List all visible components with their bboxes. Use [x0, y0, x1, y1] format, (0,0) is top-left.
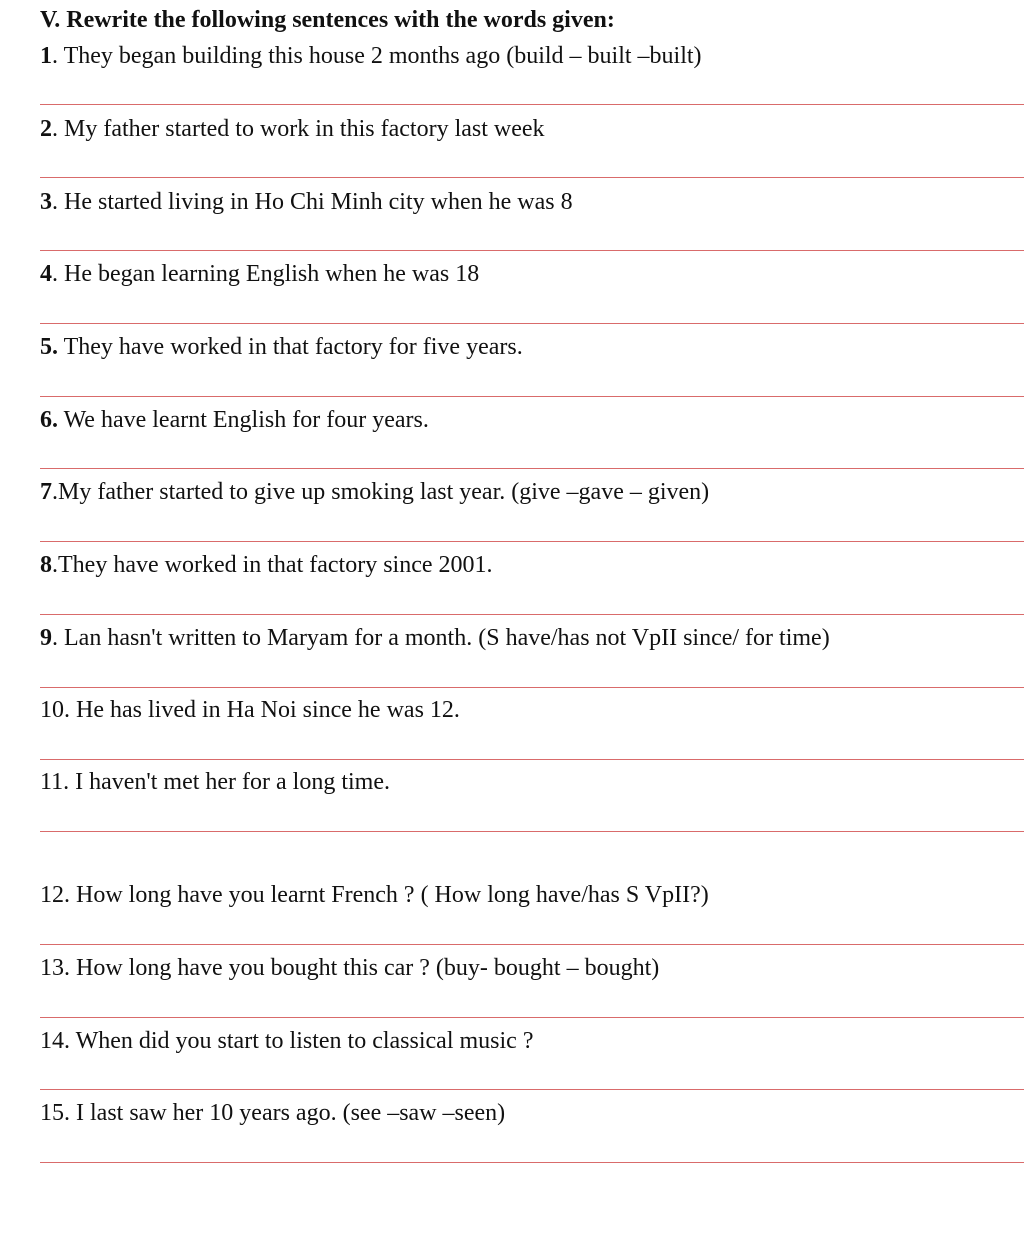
answer-line-14[interactable] [40, 1089, 1024, 1090]
exercise-item-9 [40, 622, 830, 654]
item-separator: . [64, 955, 76, 981]
answer-line-6[interactable] [40, 468, 1024, 469]
item-sentence: I last saw her 10 years ago. (see –saw –seen) [76, 1100, 506, 1126]
answer-line-9[interactable] [40, 687, 1024, 688]
item-sentence: How long have you learnt French ? ( How long have/has S VpII?) [76, 882, 709, 908]
answer-line-8[interactable] [40, 614, 1024, 615]
item-separator: . [52, 625, 64, 651]
item-number: 10 [40, 697, 64, 723]
exercise-item-3 [40, 186, 573, 218]
item-sentence: My father started to work in this factory last week [64, 116, 545, 142]
item-number: 14 [40, 1028, 64, 1054]
item-sentence: I haven't met her for a long time. [75, 769, 390, 795]
exercise-item-7 [40, 476, 709, 508]
item-separator: . [52, 479, 58, 505]
item-separator: . [52, 261, 64, 287]
item-sentence: He started living in Ho Chi Minh city when he was 8 [64, 189, 573, 215]
item-number: 6. [40, 407, 58, 433]
exercise-item-6 [40, 404, 429, 436]
item-number: 5. [40, 334, 58, 360]
item-separator: . [52, 189, 64, 215]
item-sentence: My father started to give up smoking last year. (give –gave – given) [58, 479, 710, 505]
item-number: 8 [40, 552, 52, 578]
item-sentence: He began learning English when he was 18 [64, 261, 480, 287]
item-sentence: Lan hasn't written to Maryam for a month. (S have/has not VpII since/ for time) [64, 625, 830, 651]
item-sentence: We have learnt English for four years. [63, 407, 429, 433]
answer-line-2[interactable] [40, 177, 1024, 178]
exercise-heading: V. Rewrite the following sentences with the words given: [40, 7, 615, 33]
answer-line-12[interactable] [40, 944, 1024, 945]
exercise-item-14 [40, 1025, 533, 1057]
exercise-item-2 [40, 113, 545, 145]
answer-line-1[interactable] [40, 104, 1024, 105]
exercise-item-12 [40, 879, 709, 911]
answer-line-15[interactable] [40, 1162, 1024, 1163]
item-number: 4 [40, 261, 52, 287]
answer-line-11[interactable] [40, 831, 1024, 832]
answer-line-4[interactable] [40, 323, 1024, 324]
answer-line-10[interactable] [40, 759, 1024, 760]
answer-line-5[interactable] [40, 396, 1024, 397]
item-separator: . [52, 552, 58, 578]
item-number: 1 [40, 43, 52, 69]
exercise-item-15 [40, 1097, 505, 1129]
exercise-item-10 [40, 694, 460, 726]
item-number: 2 [40, 116, 52, 142]
exercise-item-8 [40, 549, 493, 581]
item-sentence: They have worked in that factory since 2001. [58, 552, 493, 578]
item-separator: . [52, 116, 64, 142]
exercise-item-1 [40, 40, 702, 72]
item-number: 12 [40, 882, 64, 908]
answer-line-7[interactable] [40, 541, 1024, 542]
item-number: 11 [40, 769, 64, 795]
item-sentence: How long have you bought this car ? (buy- bought – bought) [76, 955, 660, 981]
item-separator: . [64, 1028, 76, 1054]
item-sentence: They began building this house 2 months ago (build – built –built) [63, 43, 702, 69]
item-separator: . [64, 882, 76, 908]
item-number: 15 [40, 1100, 64, 1126]
item-number: 7 [40, 479, 52, 505]
item-separator: . [64, 1100, 76, 1126]
answer-line-13[interactable] [40, 1017, 1024, 1018]
item-sentence: When did you start to listen to classical music ? [75, 1028, 534, 1054]
item-number: 13 [40, 955, 64, 981]
exercise-item-11 [40, 766, 390, 798]
item-number: 3 [40, 189, 52, 215]
item-number: 9 [40, 625, 52, 651]
exercise-item-4 [40, 258, 479, 290]
exercise-item-5 [40, 331, 523, 363]
answer-line-3[interactable] [40, 250, 1024, 251]
item-sentence: He has lived in Ha Noi since he was 12. [76, 697, 460, 723]
item-separator: . [64, 697, 76, 723]
item-separator: . [52, 43, 64, 69]
exercise-item-13 [40, 952, 659, 984]
item-separator: . [63, 769, 76, 795]
item-sentence: They have worked in that factory for five years. [63, 334, 523, 360]
